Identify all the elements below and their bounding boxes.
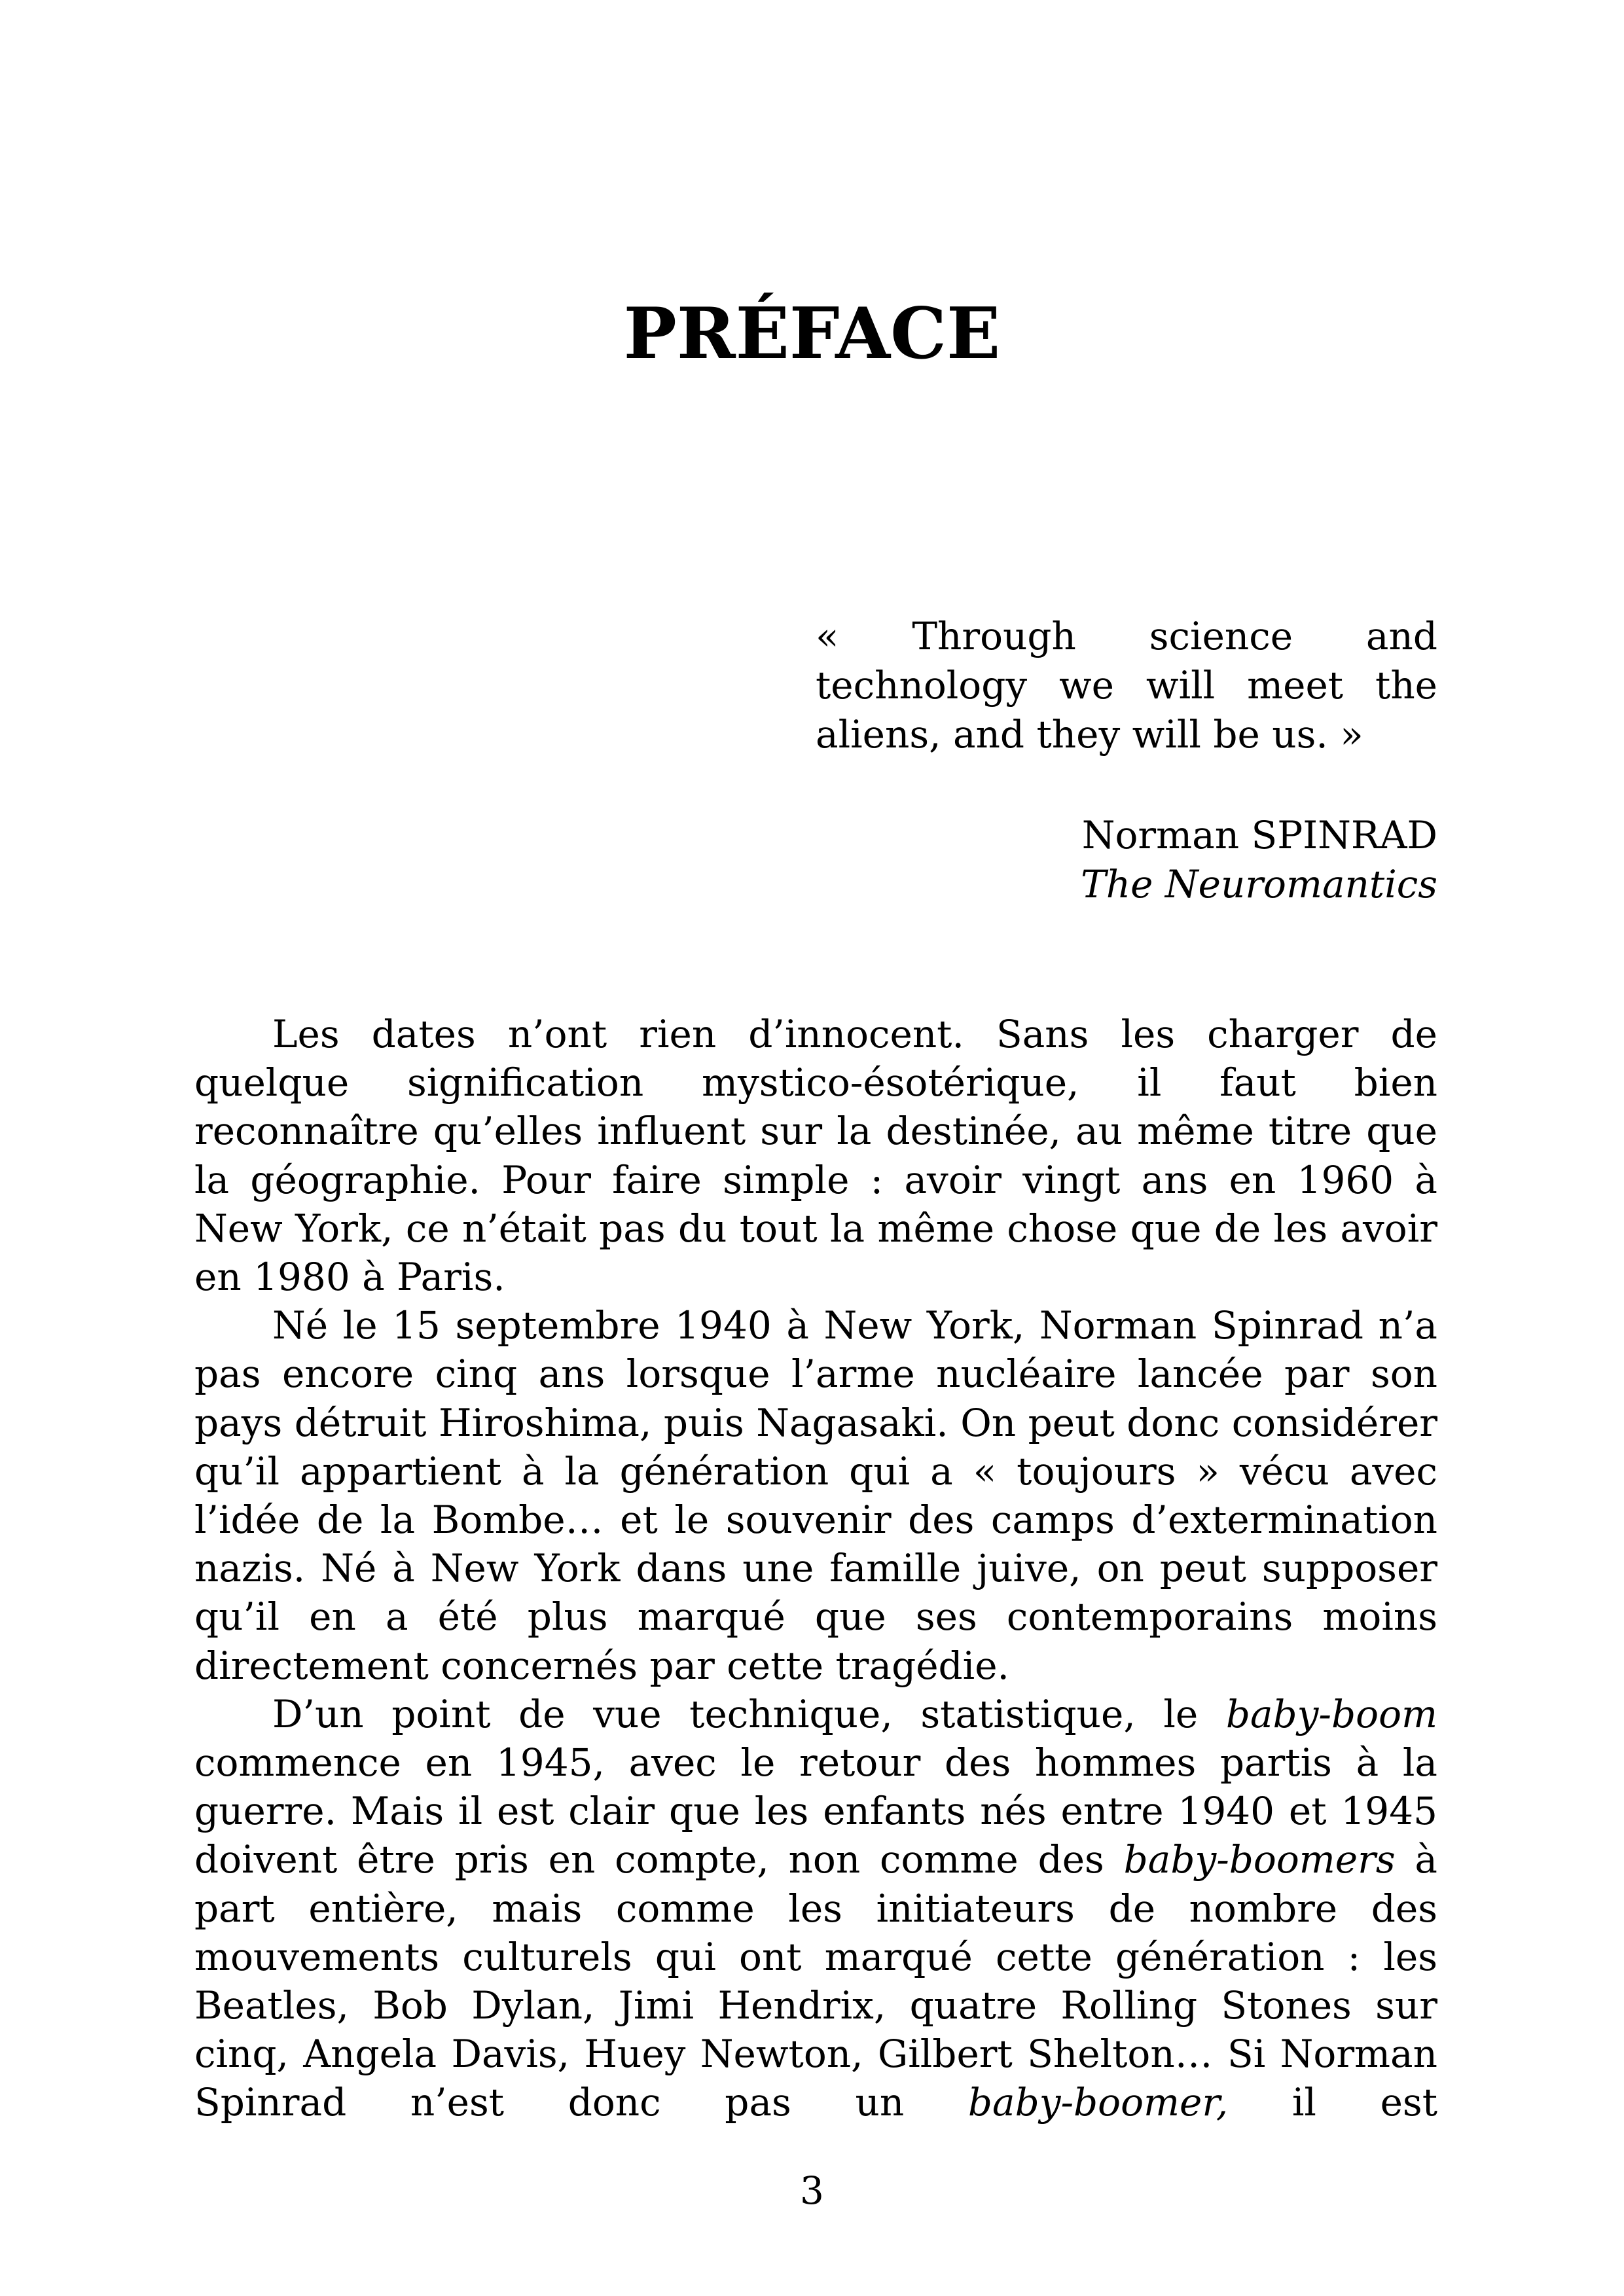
paragraph-text: à part entière, mais comme les initiateurs de nombre des mouvements culturels qui ont marqué cette génération : les Beatles, Bob Dylan, Jimi Hendrix, quatre Rolling Stones sur cinq, Angela Davis, Huey Newton, Gilbert Shelton… Si Norman Spinrad n’est donc pas un	[194, 1837, 1437, 2125]
paragraph-text: Les dates n’ont rien d’innocent. Sans les charger de quelque signification mystico-ésotérique, il faut bien reconnaître qu’elles influent sur la destinée, au même titre que la géographie. Pour faire simple : avoir vingt ans en 1960 à New York, ce n’était pas du tout la même chose que de les avoir en 1980 à Paris.	[194, 1012, 1437, 1300]
epigraph-attribution	[816, 811, 1437, 909]
paragraph-text: Né le 15 septembre 1940 à New York, Norman Spinrad n’a pas encore cinq ans lorsque l’arme nucléaire lancée par son pays détruit Hiroshima, puis Nagasaki. On peut donc considérer qu’il appartient à la génération qui a « toujours » vécu avec l’idée de la Bombe… et le souvenir des camps d’extermination nazis. Né à New York dans une famille juive, on peut supposer qu’il en a été plus marqué que ses contemporains moins directement concernés par cette tragédie.	[194, 1303, 1437, 1688]
epigraph-work-title: The Neuromantics	[1081, 862, 1437, 906]
epigraph-author: Norman SPINRAD	[1081, 813, 1437, 857]
body-text	[194, 1010, 1437, 2127]
page-title: PRÉFACE	[623, 293, 1001, 375]
paragraph	[194, 1690, 1437, 2127]
paragraph-text: commence en 1945, avec le retour des hommes partis à la guerre. Mais il est clair que les enfants nés entre 1940 et 1945 doivent être pris en compte, non comme des	[194, 1740, 1437, 1882]
epigraph-quote: « Through science and technology we will meet the aliens, and they will be us. »	[816, 614, 1437, 757]
paragraph	[194, 1010, 1437, 1301]
epigraph	[816, 612, 1437, 909]
page-number: 3	[800, 2168, 824, 2213]
paragraph	[194, 1301, 1437, 1690]
italic-term: baby-boom	[1225, 1691, 1437, 1736]
italic-term: baby-boomer,	[967, 2080, 1229, 2125]
italic-term: baby-boomers	[1123, 1837, 1396, 1882]
paragraph-text: D’un point de vue technique, statistique, le	[272, 1691, 1226, 1736]
paragraph-text: il est	[1228, 2080, 1437, 2125]
